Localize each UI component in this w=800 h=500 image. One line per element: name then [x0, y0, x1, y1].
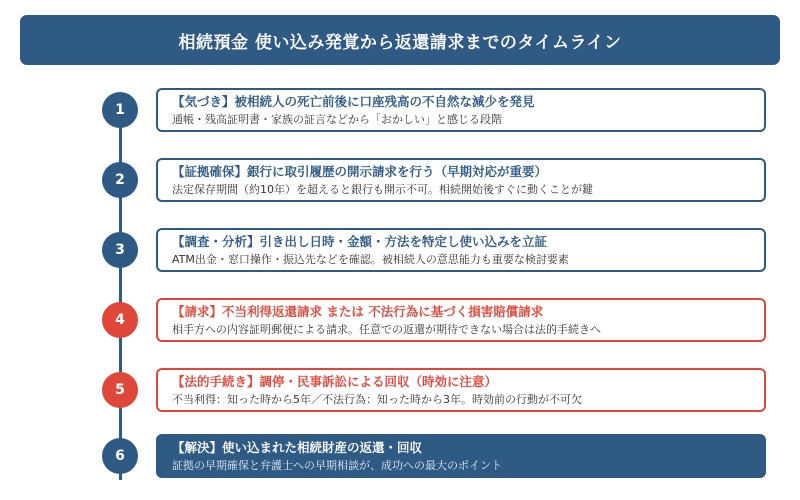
step-number-badge: 3	[102, 232, 138, 268]
step-box-3	[156, 228, 766, 272]
page-title: 相続預金 使い込み発覚から返還請求までのタイムライン	[178, 32, 622, 53]
title-banner	[20, 15, 780, 65]
timeline-line	[119, 95, 122, 480]
step-box-2	[156, 158, 766, 202]
step-number-badge: 6	[102, 438, 138, 474]
step-title: 【法的手続き】調停・民事訴訟による回収（時効に注意）	[172, 374, 498, 389]
step-title: 【解決】使い込まれた相続財産の返還・回収	[172, 440, 423, 455]
step-description: 法定保存期間（約10年）を超えると銀行も開示不可。相続開始後すぐに動くことが鍵	[172, 183, 593, 196]
step-title: 【請求】不当利得返還請求 または 不法行為に基づく損害賠償請求	[172, 304, 544, 319]
step-title: 【気づき】被相続人の死亡前後に口座残高の不自然な減少を発見	[172, 94, 535, 109]
step-description: ATM出金・窓口操作・振込先などを確認。被相続人の意思能力も重要な検討要素	[172, 253, 569, 266]
step-number-badge: 4	[102, 302, 138, 338]
step-number-badge: 5	[102, 372, 138, 408]
step-title: 【調査・分析】引き出し日時・金額・方法を特定し使い込みを立証	[172, 234, 548, 249]
step-title: 【証拠確保】銀行に取引履歴の開示請求を行う（早期対応が重要）	[172, 164, 548, 179]
step-description: 証拠の早期確保と弁護士への早期相談が、成功への最大のポイント	[172, 459, 502, 472]
step-description: 相手方への内容証明郵便による請求。任意での返還が期待できない場合は法的手続きへ	[172, 323, 601, 336]
step-description: 通帳・残高証明書・家族の証言などから「おかしい」と感じる段階	[172, 113, 502, 126]
step-number-badge: 2	[102, 162, 138, 198]
step-box-1	[156, 88, 766, 132]
step-box-5	[156, 368, 766, 412]
step-number-badge: 1	[102, 92, 138, 128]
step-box-4	[156, 298, 766, 342]
step-box-6	[156, 434, 766, 478]
step-description: 不当利得：知った時から5年／不法行為：知った時から3年。時効前の行動が不可欠	[172, 393, 582, 406]
